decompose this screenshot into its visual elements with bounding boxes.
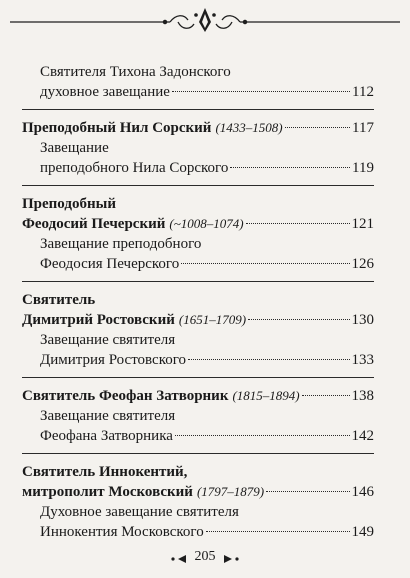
dot-leader (181, 263, 349, 264)
section-divider (22, 185, 374, 186)
entry-text: Завещание святителя (40, 332, 176, 348)
toc-section-innokenty (22, 462, 374, 542)
toc-entry (22, 386, 374, 406)
page-ref: 119 (352, 160, 374, 176)
entry-title: Феодосий Печерский (22, 216, 166, 232)
entry-title: Преподобный (22, 196, 116, 212)
dot-leader (248, 319, 349, 320)
page-ref: 130 (351, 312, 374, 328)
entry-text: Феодосия Печерского (40, 256, 180, 272)
page-ref: 149 (351, 524, 374, 540)
entry-text: Святителя Тихона Задонского (40, 64, 231, 80)
page-ref: 142 (351, 428, 374, 444)
toc-entry (22, 482, 374, 502)
dot-leader (302, 395, 350, 396)
toc-entry (22, 194, 374, 214)
entry-title: Святитель Иннокентий, (22, 464, 188, 480)
table-of-contents (22, 62, 374, 542)
page-number: 205 (194, 549, 216, 564)
toc-subentry (22, 138, 374, 158)
toc-section-nil-sorsky (22, 118, 374, 178)
dot-leader (266, 491, 349, 492)
entry-title: Преподобный Нил Сорский (22, 120, 212, 136)
toc-subentry (22, 330, 374, 350)
page-footer (0, 547, 410, 571)
entry-title: митрополит Московский (22, 484, 193, 500)
toc-subentry (22, 350, 374, 370)
dot-leader (206, 531, 350, 532)
entry-text: Завещание святителя (40, 408, 176, 424)
entry-title: Святитель Феофан Затворник (22, 388, 229, 404)
dot-leader (230, 167, 350, 168)
entry-dates: (1815–1894) (232, 388, 300, 403)
toc-subentry (22, 426, 374, 446)
dot-leader (285, 127, 350, 128)
toc-section-tikhon (22, 62, 374, 102)
page-ref: 126 (351, 256, 374, 272)
dot-leader (188, 359, 349, 360)
entry-text: преподобного Нила Сорского (40, 160, 229, 176)
toc-entry (22, 118, 374, 138)
page-ref: 117 (352, 120, 374, 136)
entry-text: Духовное завещание святителя (40, 504, 239, 520)
entry-title: Святитель (22, 292, 96, 308)
section-divider (22, 281, 374, 282)
entry-text: Завещание (40, 140, 109, 156)
entry-text: Иннокентия Московского (40, 524, 204, 540)
entry-dates: (~1008–1074) (169, 216, 244, 231)
entry-dates: (1651–1709) (178, 312, 247, 327)
entry-text: Димитрия Ростовского (40, 352, 187, 368)
page-ref: 112 (352, 84, 374, 100)
header-ornament (0, 6, 410, 34)
section-divider (22, 453, 374, 454)
toc-subentry (22, 62, 374, 82)
dot-leader (246, 223, 350, 224)
dot-leader (172, 91, 350, 92)
toc-subentry (22, 234, 374, 254)
toc-entry (22, 290, 374, 310)
toc-subentry (22, 502, 374, 522)
toc-subentry (22, 522, 374, 542)
toc-section-feodosy (22, 194, 374, 274)
toc-subentry (22, 158, 374, 178)
page-ref: 146 (351, 484, 374, 500)
toc-entry (22, 310, 374, 330)
toc-section-feofan (22, 386, 374, 446)
toc-subentry (22, 254, 374, 274)
page-ref: 133 (351, 352, 374, 368)
section-divider (22, 377, 374, 378)
page-ref: 138 (351, 388, 374, 404)
dot-leader (175, 435, 350, 436)
toc-entry (22, 462, 374, 482)
page-ref: 121 (351, 216, 374, 232)
entry-text: духовное завещание (40, 84, 170, 100)
entry-text: Завещание преподобного (40, 236, 202, 252)
toc-entry (22, 214, 374, 234)
toc-subentry (22, 82, 374, 102)
entry-dates: (1433–1508) (215, 120, 283, 135)
toc-section-dimitry (22, 290, 374, 370)
entry-dates: (1797–1879) (196, 484, 265, 499)
toc-subentry (22, 406, 374, 426)
entry-title: Димитрий Ростовский (22, 312, 175, 328)
entry-text: Феофана Затворника (40, 428, 173, 444)
section-divider (22, 109, 374, 110)
